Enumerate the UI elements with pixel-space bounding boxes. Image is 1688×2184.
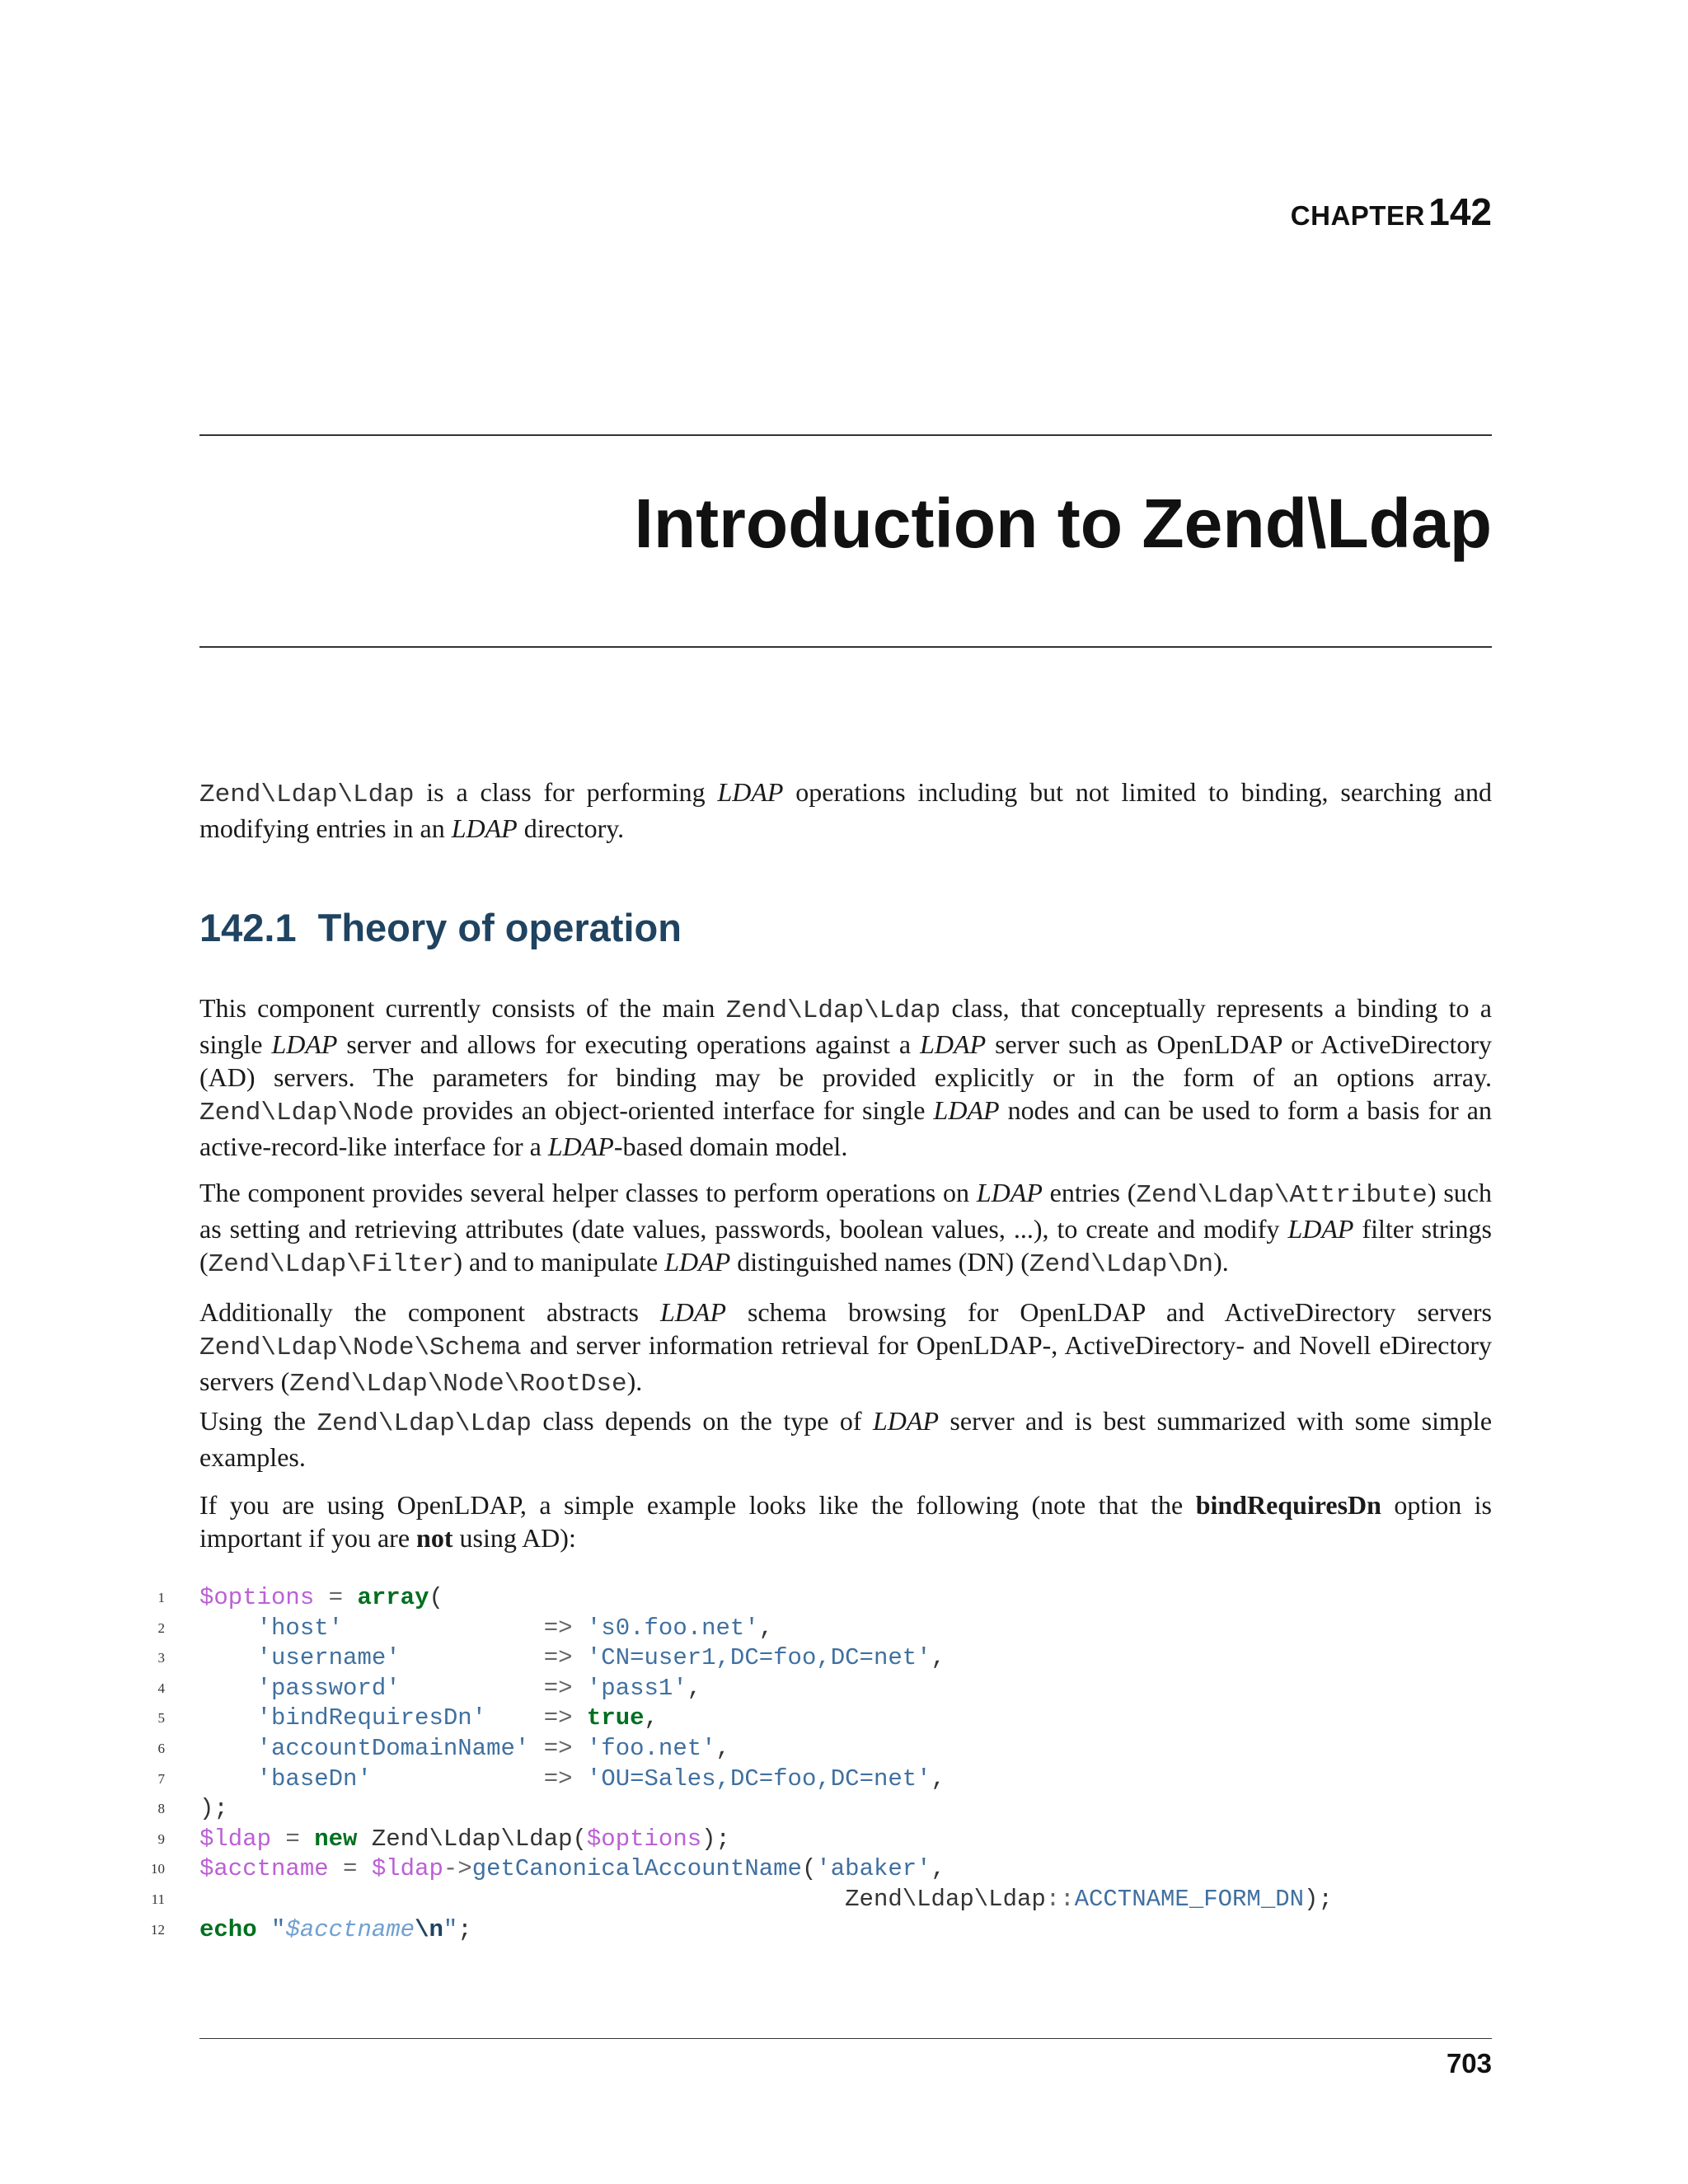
code-block	[151, 1583, 1492, 1945]
inline-code: Zend\Ldap\Dn	[1029, 1250, 1214, 1279]
code-line: 7 'baseDn' => 'OU=Sales,DC=foo,DC=net',	[199, 1765, 1492, 1795]
paragraph-2: The component provides several helper classes to perform operations on LDAP entries (Zend\Ldap\Attribute) such as setting and retrieving attributes (date values, passwords, boolean values, ...), to create and modify LDAP filter strings (Zend\Ldap\Filter) and to manipulate LDAP distinguished names (DN) (Zend\Ldap\Dn).	[199, 1178, 1493, 1279]
code-line: 11 Zend\Ldap\Ldap::ACCTNAME_FORM_DN);	[199, 1885, 1492, 1915]
intro-paragraph: Zend\Ldap\Ldap is a class for performing LDAP operations including but not limited to binding, searching and modifying entries in an LDAP directory.	[199, 777, 1493, 843]
section-heading	[199, 905, 682, 950]
inline-code: Zend\Ldap\Ldap	[199, 780, 415, 809]
code-line: 4 'password' => 'pass1',	[199, 1674, 1492, 1704]
inline-code: Zend\Ldap\Node	[199, 1099, 415, 1127]
code-line: 12 echo "$acctname\n";	[199, 1915, 1492, 1946]
inline-code: Zend\Ldap\Node\Schema	[199, 1333, 522, 1362]
footer-rule	[199, 2038, 1492, 2039]
line-number: 10	[151, 1861, 165, 1877]
title-rule-bottom	[199, 646, 1492, 648]
line-number: 6	[157, 1740, 165, 1756]
code-line: 3 'username' => 'CN=user1,DC=foo,DC=net',	[199, 1643, 1492, 1674]
inline-code: Zend\Ldap\Filter	[208, 1250, 454, 1279]
page-number: 703	[1446, 2048, 1492, 2079]
line-number: 7	[157, 1770, 165, 1787]
section-title: Theory of operation	[317, 906, 682, 949]
title-rule-top	[199, 434, 1492, 436]
line-number: 9	[157, 1830, 165, 1847]
line-number: 2	[157, 1619, 165, 1636]
line-number: 5	[157, 1710, 165, 1727]
line-number: 1	[157, 1590, 165, 1605]
document-page	[151, 0, 1493, 2184]
section-number: 142.1	[199, 906, 297, 949]
code-line: 2 'host' => 's0.foo.net',	[199, 1614, 1492, 1644]
line-number: 8	[157, 1801, 165, 1817]
inline-code: Zend\Ldap\Ldap	[725, 996, 941, 1025]
code-line: 10 $acctname = $ldap->getCanonicalAccountName('abaker',	[199, 1854, 1492, 1885]
paragraph-1: This component currently consists of the main Zend\Ldap\Ldap class, that conceptually represents a binding to a single LDAP server and allows for executing operations against a LDAP server such as OpenLDAP or ActiveDirectory (AD) servers. The parameters for binding may be provided explicitly or in the form of an options array. Zend\Ldap\Node provides an object-oriented interface for single LDAP nodes and can be used to form a basis for an active-record-like interface for a LDAP-based domain model.	[199, 993, 1493, 1161]
paragraph-5: If you are using OpenLDAP, a simple example looks like the following (note that the bindRequiresDn option is important if you are not using AD):	[199, 1490, 1493, 1553]
inline-code: Zend\Ldap\Node\RootDse	[289, 1370, 627, 1399]
inline-code: Zend\Ldap\Ldap	[316, 1409, 532, 1438]
code-line: 8 );	[199, 1794, 1492, 1825]
chapter-number: 142	[1428, 190, 1492, 233]
chapter-word: CHAPTER	[1290, 200, 1425, 231]
line-number: 12	[151, 1921, 165, 1938]
inline-code: Zend\Ldap\Attribute	[1136, 1181, 1428, 1210]
line-number: 4	[157, 1680, 165, 1696]
chapter-title: Introduction to Zend\Ldap	[634, 485, 1492, 562]
code-line: 9 $ldap = new Zend\Ldap\Ldap($options);	[199, 1825, 1492, 1855]
line-number: 11	[151, 1891, 165, 1907]
code-line: 6 'accountDomainName' => 'foo.net',	[199, 1734, 1492, 1765]
code-line: 1 $options = array(	[199, 1583, 1492, 1614]
line-number: 3	[157, 1650, 165, 1666]
code-line: 5 'bindRequiresDn' => true,	[199, 1704, 1492, 1734]
chapter-label	[1291, 190, 1492, 234]
paragraph-3: Additionally the component abstracts LDAP schema browsing for OpenLDAP and ActiveDirectory servers Zend\Ldap\Node\Schema and server information retrieval for OpenLDAP-, ActiveDirectory- and Novell eDirectory servers (Zend\Ldap\Node\RootDse).	[199, 1297, 1493, 1399]
paragraph-4: Using the Zend\Ldap\Ldap class depends on the type of LDAP server and is best summarized with some simple examples.	[199, 1406, 1493, 1472]
